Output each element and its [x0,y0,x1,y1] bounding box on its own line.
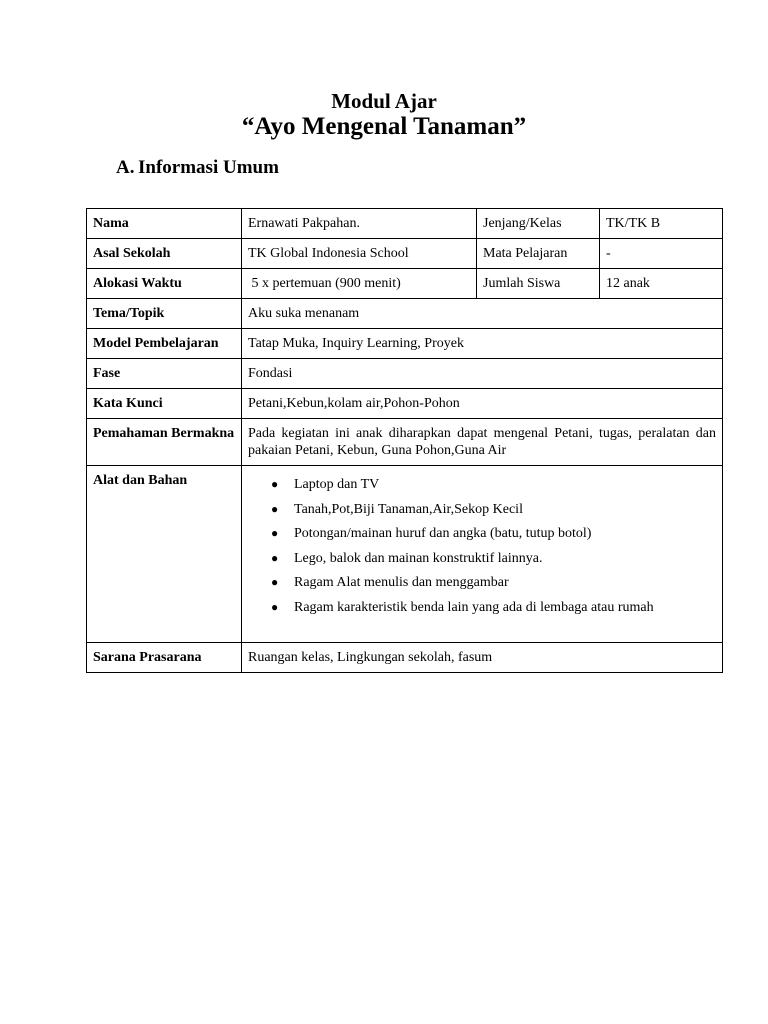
table-row [87,209,723,239]
list-item [271,550,716,567]
list-item-text: Potongan/mainan huruf dan angka (batu, tutup botol) [294,526,592,541]
row-value: Petani,Kebun,kolam air,Pohon-Pohon [242,389,723,419]
row-value-secondary: TK/TK B [600,209,723,239]
row-label: Sarana Prasarana [87,643,242,673]
list-item-text: Ragam Alat menulis dan menggambar [294,575,509,590]
row-value: TK Global Indonesia School [242,239,477,269]
table-row [87,359,723,389]
table-row [87,329,723,359]
table-row [87,643,723,673]
row-label: Asal Sekolah [87,239,242,269]
row-value: Tatap Muka, Inquiry Learning, Proyek [242,329,723,359]
list-item-text: Tanah,Pot,Biji Tanaman,Air,Sekop Kecil [294,501,523,517]
table-row [87,419,723,466]
row-value-secondary: - [600,239,723,269]
list-item-text: Laptop dan TV [294,477,380,492]
row-value: Ruangan kelas, Lingkungan sekolah, fasum [242,643,723,673]
row-label: Model Pembelajaran [87,329,242,359]
list-item-text: Lego, balok dan mainan konstruktif lainnya. [294,550,543,566]
row-label: Tema/Topik [87,299,242,329]
table-row [87,389,723,419]
row-value: 5 x pertemuan (900 menit) [242,269,477,299]
row-label: Pemahaman Bermakna [87,419,242,466]
row-value: Pada kegiatan ini anak diharapkan dapat mengenal Petani, tugas, peralatan dan pakaian Petani, Kebun, Guna Pohon,Guna Air [242,419,723,466]
row-value: Ernawati Pakpahan. [242,209,477,239]
info-table [86,208,723,673]
table-row [87,269,723,299]
list-item [271,599,716,616]
list-item-text: Ragam karakteristik benda lain yang ada di lembaga atau rumah [294,599,654,615]
bullet-icon: ● [271,550,279,565]
table-row [87,299,723,329]
document-title: Modul Ajar [331,89,437,113]
row-label-secondary: Mata Pelajaran [477,239,600,269]
section-number: A. [116,157,135,178]
bullet-icon: ● [271,599,279,614]
bullet-icon: ● [271,526,279,540]
row-label: Kata Kunci [87,389,242,419]
section-heading [116,157,279,179]
row-label: Fase [87,359,242,389]
list-item [271,476,716,493]
row-value-secondary: 12 anak [600,269,723,299]
table-row [87,466,723,643]
row-label-secondary: Jumlah Siswa [477,269,600,299]
section-title: Informasi Umum [138,157,279,178]
bullet-icon: ● [271,575,279,589]
list-item [271,574,716,591]
list-item [271,525,716,542]
row-label: Alat dan Bahan [87,466,242,643]
document-subtitle: “Ayo Mengenal Tanaman” [241,113,527,140]
table-row [87,239,723,269]
bullet-icon: ● [271,501,279,516]
bullet-icon: ● [271,477,279,491]
row-value: Fondasi [242,359,723,389]
row-value [242,466,723,643]
row-label: Alokasi Waktu [87,269,242,299]
row-value: Aku suka menanam [242,299,723,329]
list-item [271,501,716,518]
row-label: Nama [87,209,242,239]
row-label-secondary: Jenjang/Kelas [477,209,600,239]
tools-list [248,476,716,616]
